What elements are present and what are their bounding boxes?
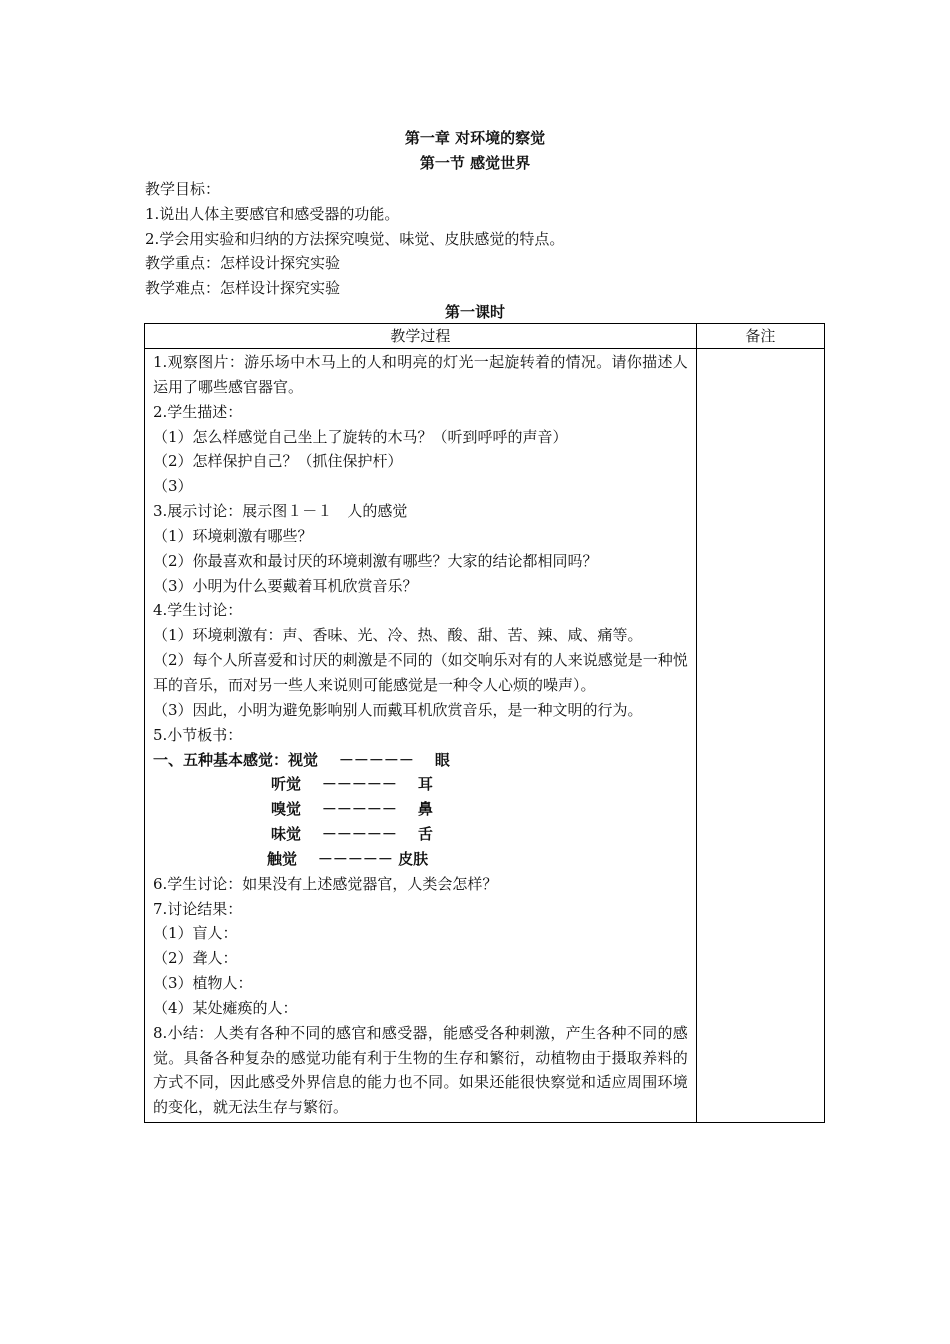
process-line: 6.学生讨论：如果没有上述感觉器官，人类会怎样？ <box>153 874 498 893</box>
lesson-title: 第一课时 <box>444 303 505 321</box>
sense-dash: －－－－－ <box>321 775 397 794</box>
process-line: 7.讨论结果： <box>153 899 243 918</box>
process-line: 8.小结：人类有各种不同的感官和感受器，能感受各种刺激，产生各种不同的感觉。具备各种复杂的感觉功能有利于生物的生存和繁衍，动植物由于摄取养料的方式不同，因此感受外界信息的能力也不同。如果还能很快察觉和适应周围环境的变化，就无法生存与繁衍。 <box>153 1023 688 1117</box>
chapter-title: 第一章 对环境的察觉 <box>404 129 546 147</box>
process-line: （3）植物人： <box>153 974 253 993</box>
process-line: 5.小节板书： <box>153 725 243 744</box>
objectives-label: 教学目标： <box>145 180 221 198</box>
process-line: 3.展示讨论：展示图１－１ 人的感觉 <box>153 502 408 521</box>
process-line: （2）聋人： <box>153 949 238 968</box>
key-point: 教学重点：怎样设计探究实验 <box>145 254 341 273</box>
senses-heading: 一、五种基本感觉： <box>153 750 289 769</box>
process-line: （1）环境刺激有哪些？ <box>153 526 313 545</box>
remarks-cell <box>696 349 824 1123</box>
sense-dash: －－－－－ <box>321 800 397 819</box>
objective-item: 1.说出人体主要感官和感受器的功能。 <box>145 204 400 223</box>
header-remarks: 备注 <box>696 324 824 349</box>
section-title: 第一节 感觉世界 <box>419 154 531 172</box>
senses-row <box>153 822 688 847</box>
lesson-intro <box>145 177 825 301</box>
process-line: 2.学生描述： <box>153 402 243 421</box>
sense-organ: 舌 <box>417 825 433 844</box>
process-line: （4）某处瘫痪的人： <box>153 998 298 1017</box>
process-line: （1）环境刺激有：声、香味、光、冷、热、酸、甜、苦、辣、咸、痛等。 <box>153 626 643 645</box>
sense-organ: 耳 <box>417 775 433 794</box>
process-line: （1）怎么样感觉自己坐上了旋转的木马？（听到呼呼的声音） <box>153 427 568 446</box>
difficulty: 教学难点：怎样设计探究实验 <box>145 279 341 298</box>
senses-row <box>153 772 688 797</box>
senses-row <box>153 847 688 872</box>
process-line: 1.观察图片：游乐场中木马上的人和明亮的灯光一起旋转着的情况。请你描述人运用了哪些感官器官。 <box>153 353 688 396</box>
process-line: （2）怎样保护自己？（抓住保护杆） <box>153 452 403 471</box>
process-line: （3）小明为什么要戴着耳机欣赏音乐？ <box>153 576 418 595</box>
process-line: （2）你最喜欢和最讨厌的环境刺激有哪些？大家的结论都相同吗？ <box>153 551 598 570</box>
process-cell <box>145 349 697 1123</box>
header-process: 教学过程 <box>145 324 697 349</box>
sense-dash: －－－－－ <box>317 849 393 868</box>
objective-item: 2.学会用实验和归纳的方法探究嗅觉、味觉、皮肤感觉的特点。 <box>145 229 565 248</box>
sense-organ: 鼻 <box>417 800 433 819</box>
sense-organ: 皮肤 <box>398 849 429 868</box>
sense-name: 听觉 <box>271 775 302 794</box>
sense-dash: －－－－－ <box>321 825 397 844</box>
process-line: （3） <box>153 477 193 496</box>
sense-name: 触觉 <box>267 849 298 868</box>
sense-name: 味觉 <box>271 825 302 844</box>
table-row <box>145 349 825 1123</box>
sense-name: 嗅觉 <box>271 800 302 819</box>
process-line: 4.学生讨论： <box>153 601 243 620</box>
senses-row <box>153 797 688 822</box>
table-header-row <box>145 324 825 349</box>
sense-dash: －－－－－ <box>338 750 414 769</box>
process-line: （2）每个人所喜爱和讨厌的刺激是不同的（如交响乐对有的人来说感觉是一种悦耳的音乐，而对另一些人来说则可能感觉是一种令人心烦的噪声）。 <box>153 651 688 694</box>
sense-organ: 眼 <box>434 750 450 769</box>
process-line: （1）盲人： <box>153 924 238 943</box>
process-line: （3）因此，小明为避免影响别人而戴耳机欣赏音乐，是一种文明的行为。 <box>153 700 643 719</box>
sense-name: 视觉 <box>288 750 319 769</box>
teaching-table <box>144 323 825 1123</box>
senses-row-1 <box>153 748 688 773</box>
